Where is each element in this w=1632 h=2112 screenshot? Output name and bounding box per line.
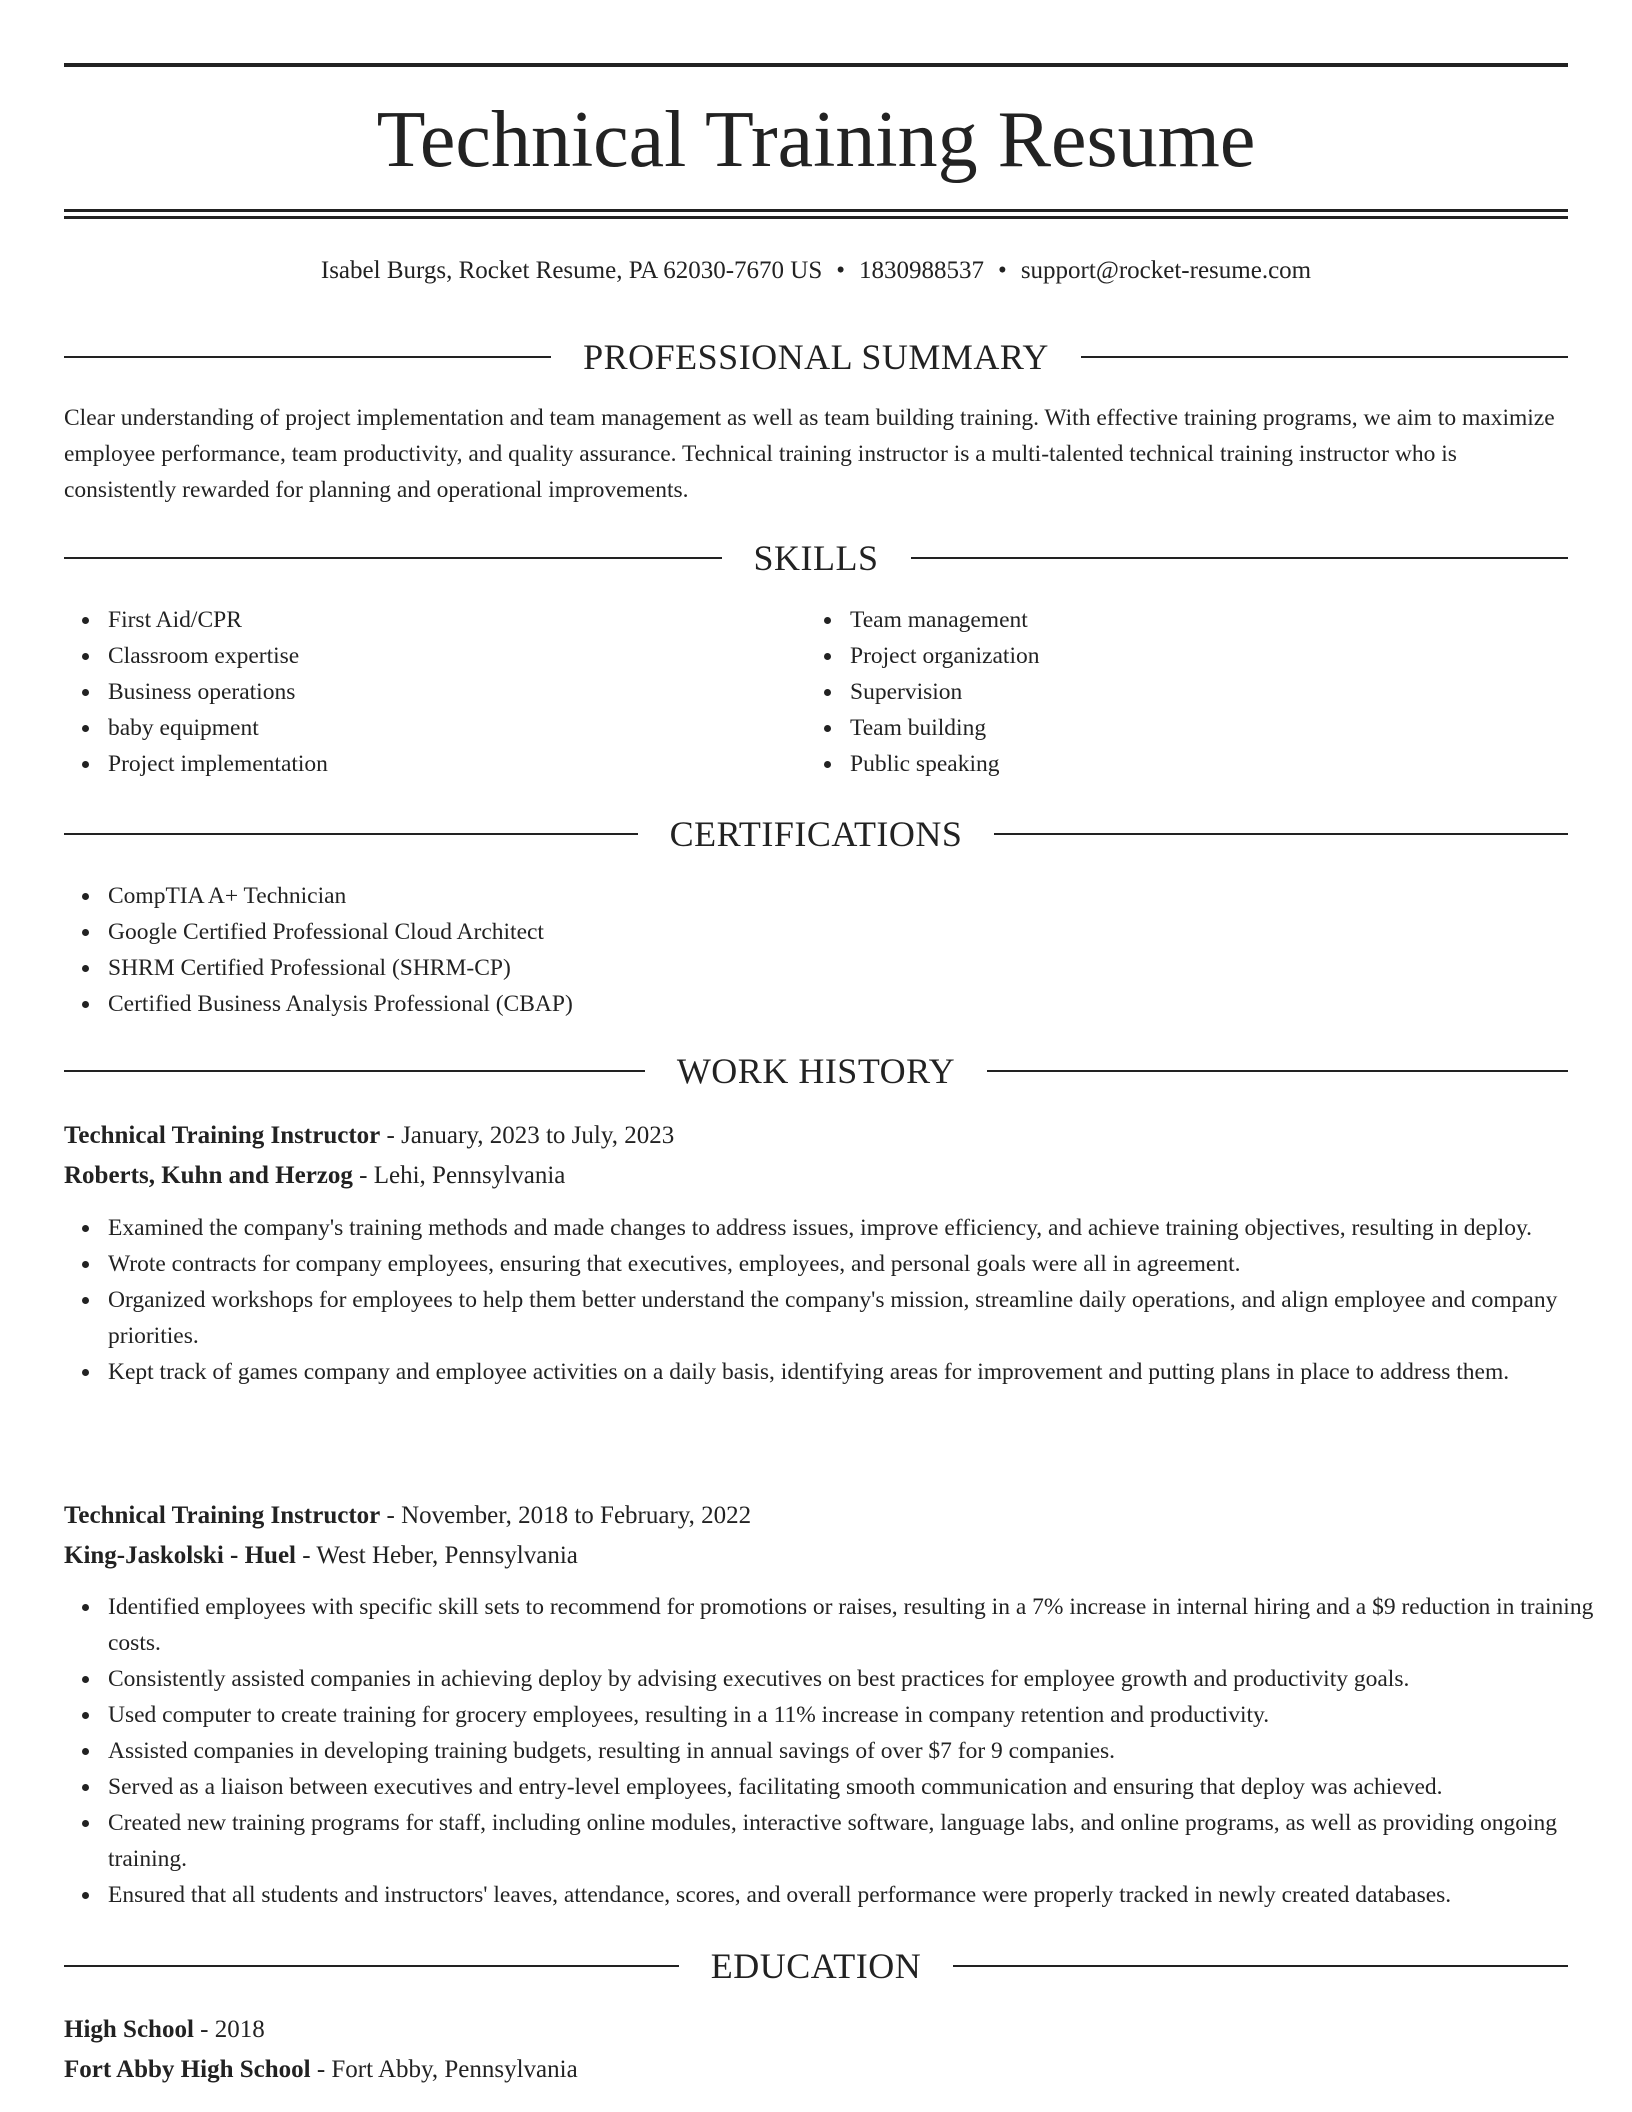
heading-rule (64, 1965, 679, 1967)
contact-email: support@rocket-resume.com (1020, 257, 1312, 284)
job-title: Technical Training Instructor (64, 1122, 381, 1149)
skills-list-left (64, 602, 808, 782)
job-bullet: Organized workshops for employees to help them better understand the company's mission, streamline daily operations, and align employee and company priorities. (108, 1282, 1612, 1354)
section-heading-label: PROFESSIONAL SUMMARY (583, 337, 1049, 377)
job-bullets (64, 1589, 1612, 1913)
certifications-list (64, 878, 1548, 1022)
contact-separator: • (836, 257, 846, 284)
job-location: - Lehi, Pennsylvania (352, 1162, 566, 1189)
section-heading-label: EDUCATION (710, 1946, 922, 1986)
certification-item: CompTIA A+ Technician (108, 878, 1548, 914)
skill-item: baby equipment (108, 710, 808, 746)
resume-title: Technical Training Resume (376, 96, 1256, 184)
job-title-line (64, 1116, 1568, 1156)
skill-item: First Aid/CPR (108, 602, 808, 638)
education-school-line (64, 2050, 1568, 2090)
skill-item: Project organization (850, 638, 1550, 674)
heading-rule (911, 557, 1569, 559)
section-heading-label: WORK HISTORY (676, 1051, 956, 1091)
job-bullet: Created new training programs for staff, including online modules, interactive software, language labs, and online programs, as well as providing ongoing training. (108, 1805, 1612, 1877)
contact-separator: • (998, 257, 1007, 284)
certification-item: Certified Business Analysis Professional (CBAP) (108, 986, 1548, 1022)
title-double-rule-top (64, 209, 1568, 212)
job-bullet: Kept track of games company and employee activities on a daily basis, identifying areas for improvement and putting plans in place to address them. (108, 1354, 1612, 1390)
education-location: - Fort Abby, Pennsylvania (310, 2056, 578, 2083)
section-heading-label: SKILLS (753, 538, 879, 578)
job-dates: - January, 2023 to July, 2023 (380, 1122, 675, 1149)
section-heading-work (64, 1049, 1568, 1093)
job-company: Roberts, Kuhn and Herzog (64, 1162, 353, 1189)
section-heading-education (64, 1944, 1568, 1988)
heading-rule (64, 356, 551, 358)
skill-item: Classroom expertise (108, 638, 808, 674)
section-heading-skills (64, 536, 1568, 580)
section-heading-summary (64, 335, 1568, 379)
skill-item: Supervision (850, 674, 1550, 710)
heading-rule (64, 557, 722, 559)
heading-rule (64, 833, 638, 835)
education-year: - 2018 (193, 2016, 265, 2043)
skill-item: Team building (850, 710, 1550, 746)
job-bullet: Ensured that all students and instructors' leaves, attendance, scores, and overall performance were properly tracked in newly created databases. (108, 1877, 1612, 1913)
job-title-line (64, 1496, 1568, 1536)
title-double-rule-bottom (64, 216, 1568, 219)
contact-phone: 1830988537 (859, 257, 985, 284)
contact-line (64, 253, 1568, 289)
job-company-line (64, 1156, 1568, 1196)
education-degree-line (64, 2010, 1568, 2050)
heading-rule (64, 1070, 645, 1072)
job-company-line (64, 1536, 1568, 1576)
contact-address: Isabel Burgs, Rocket Resume, PA 62030-7670 US (320, 257, 823, 284)
summary-text: Clear understanding of project implementation and team management as well as team building training. With effective training programs, we aim to maximize employee performance, team productivity, and quality assurance. Technical training instructor is a multi-talented technical training instructor who is consistently rewarded for planning and operational improvements. (64, 405, 1555, 503)
education-degree: High School (64, 2016, 194, 2043)
certification-item: SHRM Certified Professional (SHRM-CP) (108, 950, 1548, 986)
skill-item: Project implementation (108, 746, 808, 782)
certification-item: Google Certified Professional Cloud Architect (108, 914, 1548, 950)
job-location: - West Heber, Pennsylvania (296, 1542, 578, 1569)
job-bullet: Wrote contracts for company employees, ensuring that executives, employees, and personal goals were all in agreement. (108, 1246, 1612, 1282)
job-bullet: Used computer to create training for grocery employees, resulting in a 11% increase in company retention and productivity. (108, 1697, 1612, 1733)
heading-rule (953, 1965, 1568, 1967)
section-heading-certifications (64, 812, 1568, 856)
job-company: King-Jaskolski - Huel (64, 1542, 296, 1569)
section-heading-label: CERTIFICATIONS (669, 814, 963, 854)
skill-item: Team management (850, 602, 1550, 638)
job-bullet: Served as a liaison between executives and entry-level employees, facilitating smooth communication and ensuring that deploy was achieved. (108, 1769, 1612, 1805)
skill-item: Business operations (108, 674, 808, 710)
top-rule (64, 63, 1568, 67)
skills-list-right (806, 602, 1550, 782)
job-bullets (64, 1210, 1612, 1390)
job-bullet: Consistently assisted companies in achieving deploy by advising executives on best practices for employee growth and productivity goals. (108, 1661, 1612, 1697)
job-bullet: Examined the company's training methods and made changes to address issues, improve efficiency, and achieve training objectives, resulting in deploy. (108, 1210, 1612, 1246)
heading-rule (994, 833, 1568, 835)
job-bullet: Identified employees with specific skill sets to recommend for promotions or raises, resulting in a 7% increase in internal hiring and a $9 reduction in training costs. (108, 1589, 1612, 1661)
skill-item: Public speaking (850, 746, 1550, 782)
heading-rule (1081, 356, 1568, 358)
heading-rule (987, 1070, 1568, 1072)
education-school: Fort Abby High School (64, 2056, 311, 2083)
job-title: Technical Training Instructor (64, 1502, 381, 1529)
job-dates: - November, 2018 to February, 2022 (380, 1502, 752, 1529)
job-bullet: Assisted companies in developing training budgets, resulting in annual savings of over $7 for 9 companies. (108, 1733, 1612, 1769)
